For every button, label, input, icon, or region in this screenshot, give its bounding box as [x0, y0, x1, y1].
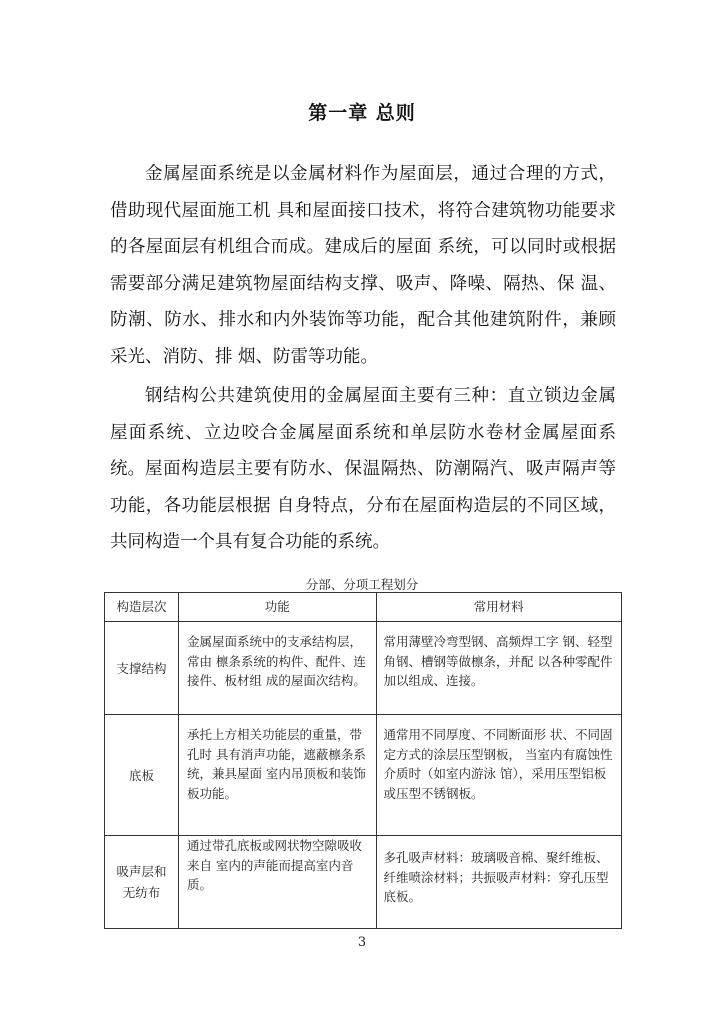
header-materials: 常用材料	[376, 593, 621, 622]
header-function: 功能	[178, 593, 376, 622]
table-row	[105, 836, 622, 929]
function-cell: 金属屋面系统中的支承结构层，常由 檩条系统的构件、配件、连接件、板材组 成的屋面次结构。	[178, 622, 376, 715]
layer-name: 底板	[128, 767, 154, 783]
table-header-row	[105, 593, 622, 622]
materials-cell: 多孔吸声材料：玻璃吸音棉、聚纤维板、纤维喷涂材料；共振吸声材料：穿孔压型底板。	[376, 836, 621, 929]
paragraph-layers: 屋面构造层主要有防水、保温隔热、防潮隔汽、吸声隔声等功能，各功能层根据 自身特点，分布在屋面构造层的不同区域，共同构造一个具有复合功能的系统。	[110, 459, 616, 552]
header-layer: 构造层次	[105, 593, 179, 622]
materials-cell: 常用薄壁冷弯型钢、高频焊工字 钢、轻型角钢、槽钢等做檩条，并配 以各种零配件加以组成、连接。	[376, 622, 621, 715]
chapter-title: 第一章 总则	[308, 102, 416, 124]
materials-cell: 通常用不同厚度、不同断面形 状、不同固定方式的涂层压型钢板， 当室内有腐蚀性介质时（如室内游泳 馆），采用压型铝板或压型不锈钢板。	[376, 715, 621, 836]
function-cell: 承托上方相关功能层的重量，带孔时 具有消声功能，遮蔽檩条系统，兼具屋面 室内吊顶板和装饰板功能。	[178, 715, 376, 836]
table-row	[105, 622, 622, 715]
table-caption: 分部、分项工程划分	[305, 577, 419, 592]
table-row	[105, 715, 622, 836]
layer-cell	[105, 622, 179, 715]
page-number: 3	[357, 935, 367, 950]
layer-name: 支撑结构	[116, 660, 167, 676]
function-cell: 通过带孔底板或网状物空隙吸收来自 室内的声能而提高室内音质。	[178, 836, 376, 929]
layer-name: 吸声层和无纺布	[116, 864, 167, 900]
paragraph-intro: 金属屋面系统是以金属材料作为屋面层，通过合理的方式，借助现代屋面施工机 具和屋面接口技术，将符合建筑物功能要求的各屋面层有机组合而成。建成后的屋面 系统，可以同时或根据需要部分满足建筑物屋面结构支撑、吸声、降噪、隔热、保 温、防潮、防水、排水和内外装饰等功能，配合其他建筑附件，兼顾采光、消防、排 烟、防雷等功能。	[110, 164, 616, 367]
roof-layer-table	[104, 592, 622, 929]
layer-cell	[105, 836, 179, 929]
layer-cell	[105, 715, 179, 836]
paragraph-roof-types: 钢结构公共建筑使用的金属屋面主要有三种：直立锁边金属屋面系统、立边咬合金属屋面系统和单层防水卷材金属屋面系统。	[110, 386, 616, 479]
